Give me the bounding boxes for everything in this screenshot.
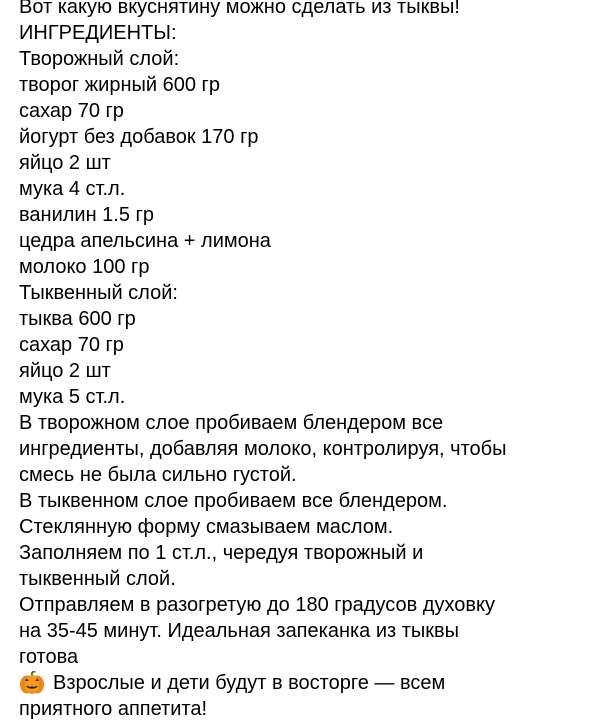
curd-layer-heading: Творожный слой:: [19, 48, 180, 70]
ingredient-line: сахар 70 гр: [19, 334, 124, 356]
sign-off-line: приятного аппетита!: [19, 698, 208, 720]
ingredient-line: мука 5 ст.л.: [19, 386, 126, 408]
ingredient-line: творог жирный 600 гр: [19, 74, 220, 96]
ingredient-line: ванилин 1.5 гр: [19, 204, 154, 226]
closing-line-text: Взрослые и дети будут в восторге — всем: [53, 672, 446, 694]
ingredients-heading: ИНГРЕДИЕНТЫ:: [19, 22, 177, 44]
instruction-line: Отправляем в разогретую до 180 градусов духовку: [19, 594, 495, 616]
instruction-line: на 35-45 минут. Идеальная запеканка из тыквы: [19, 620, 460, 642]
recipe-post-text: [19, 0, 594, 722]
ingredient-line: сахар 70 гр: [19, 100, 124, 122]
instruction-line: ингредиенты, добавляя молоко, контролируя, чтобы: [19, 438, 507, 460]
ingredient-line: йогурт без добавок 170 гр: [19, 126, 259, 148]
pumpkin-layer-heading: Тыквенный слой:: [19, 282, 178, 304]
ingredient-line: яйцо 2 шт: [19, 360, 111, 382]
ingredient-line: яйцо 2 шт: [19, 152, 111, 174]
closing-line: [19, 670, 594, 696]
instruction-line: смесь не была сильно густой.: [19, 464, 297, 486]
instruction-line: Стеклянную форму смазываем маслом.: [19, 516, 394, 538]
instruction-line: В тыквенном слое пробиваем все блендером.: [19, 490, 448, 512]
ingredient-line: тыква 600 гр: [19, 308, 136, 330]
instruction-line: тыквенный слой.: [19, 568, 176, 590]
ingredient-line: цедра апельсина + лимона: [19, 230, 271, 252]
instruction-line: В творожном слое пробиваем блендером все: [19, 412, 444, 434]
ingredient-line: молоко 100 гр: [19, 256, 150, 278]
instruction-line: готова: [19, 646, 79, 668]
jack-o-lantern-icon: [19, 671, 45, 695]
post-title: Вот какую вкуснятину можно сделать из тыквы!: [19, 0, 460, 18]
ingredient-line: мука 4 ст.л.: [19, 178, 126, 200]
instruction-line: Заполняем по 1 ст.л., чередуя творожный и: [19, 542, 424, 564]
